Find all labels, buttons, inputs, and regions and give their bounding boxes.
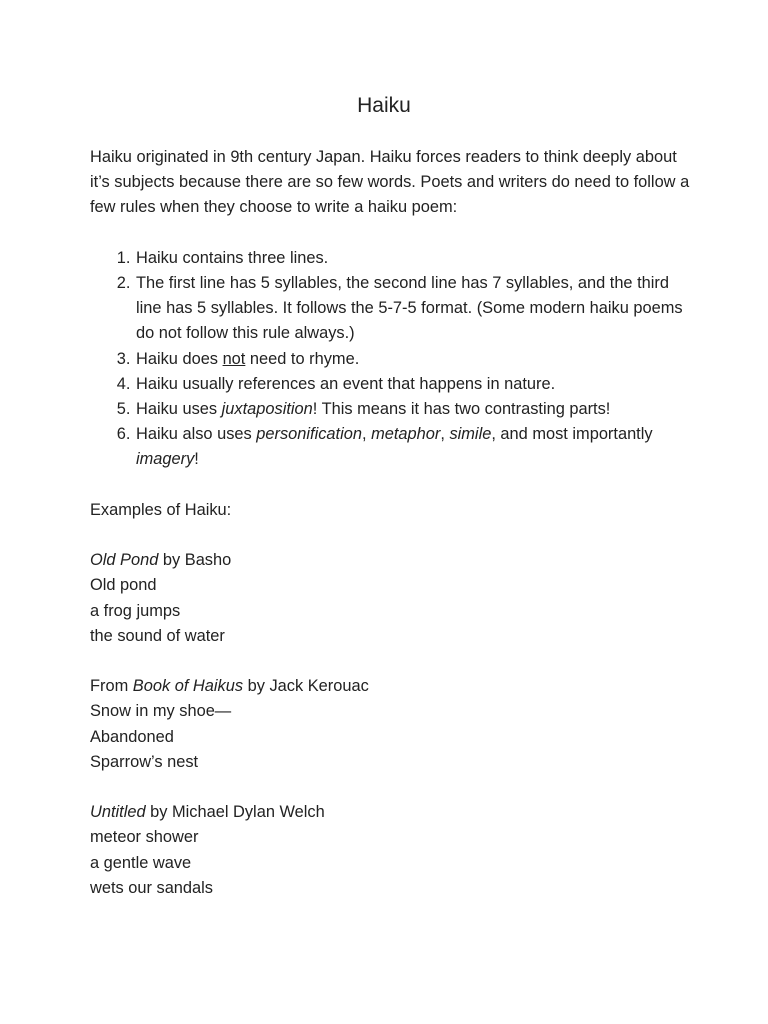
poem-line: Abandoned [90, 727, 174, 746]
rule-text: Haiku contains three lines. [136, 248, 329, 267]
italic-term: personification [256, 425, 362, 444]
italic-term: metaphor [371, 425, 441, 444]
intro-paragraph: Haiku originated in 9th century Japan. Haiku forces readers to think deeply about it’s subjects because there are so few words. Poets and writers do need to follow a few rules when they choose to write a haiku poem: [90, 148, 690, 217]
rule-item [135, 271, 690, 347]
poem-byline: by Basho [158, 551, 232, 570]
poem-title-line [90, 674, 690, 699]
poem-line: Old pond [90, 576, 157, 595]
italic-term: simile [449, 425, 492, 444]
poem-line: wets our sandals [90, 878, 213, 897]
poem-prefix: From [90, 677, 133, 696]
poem-title: Untitled [90, 803, 146, 822]
poem-title: Book of Haikus [132, 677, 244, 696]
poem-byline: by Jack Kerouac [243, 677, 369, 696]
rule-text: Haiku also uses [136, 425, 257, 444]
poem-title-line [90, 800, 690, 825]
underlined-word: not [222, 349, 246, 368]
rule-item [135, 397, 690, 422]
page-title: Haiku [357, 94, 411, 117]
poem-line: Snow in my shoe— [90, 702, 232, 721]
rule-item [135, 372, 690, 397]
poem-old-pond [90, 548, 690, 649]
rule-text: Haiku does [136, 349, 223, 368]
rule-text: The first line has 5 syllables, the second line has 7 syllables, and the third line has 5 syllables. It follows the 5-7-5 format. (Some modern haiku poems do not follow this rule always.) [136, 274, 683, 343]
rule-text: ! [194, 450, 199, 469]
examples-heading: Examples of Haiku: [90, 500, 232, 519]
poem-line: the sound of water [90, 626, 225, 645]
rule-text: , and most importantly [491, 425, 653, 444]
poem-line: a gentle wave [90, 853, 192, 872]
rules-list [90, 246, 690, 473]
italic-term: juxtaposition [221, 400, 313, 419]
rule-text: , [440, 425, 450, 444]
rule-text: need to rhyme. [245, 349, 360, 368]
poem-byline: by Michael Dylan Welch [145, 803, 325, 822]
italic-term: imagery [136, 450, 195, 469]
rule-item [135, 347, 690, 372]
rule-text: Haiku usually references an event that happens in nature. [136, 374, 556, 393]
poem-book-of-haikus [90, 674, 690, 775]
rule-item [135, 422, 690, 472]
poem-untitled [90, 800, 690, 901]
document-body [90, 145, 690, 926]
poem-title-line [90, 548, 690, 573]
poem-line: meteor shower [90, 828, 199, 847]
rule-item [135, 246, 690, 271]
poem-title: Old Pond [90, 551, 159, 570]
rule-text: , [361, 425, 372, 444]
rule-text: ! This means it has two contrasting parts! [312, 400, 611, 419]
poem-line: Sparrow’s nest [90, 752, 199, 771]
rule-text: Haiku uses [136, 400, 222, 419]
poem-line: a frog jumps [90, 601, 181, 620]
